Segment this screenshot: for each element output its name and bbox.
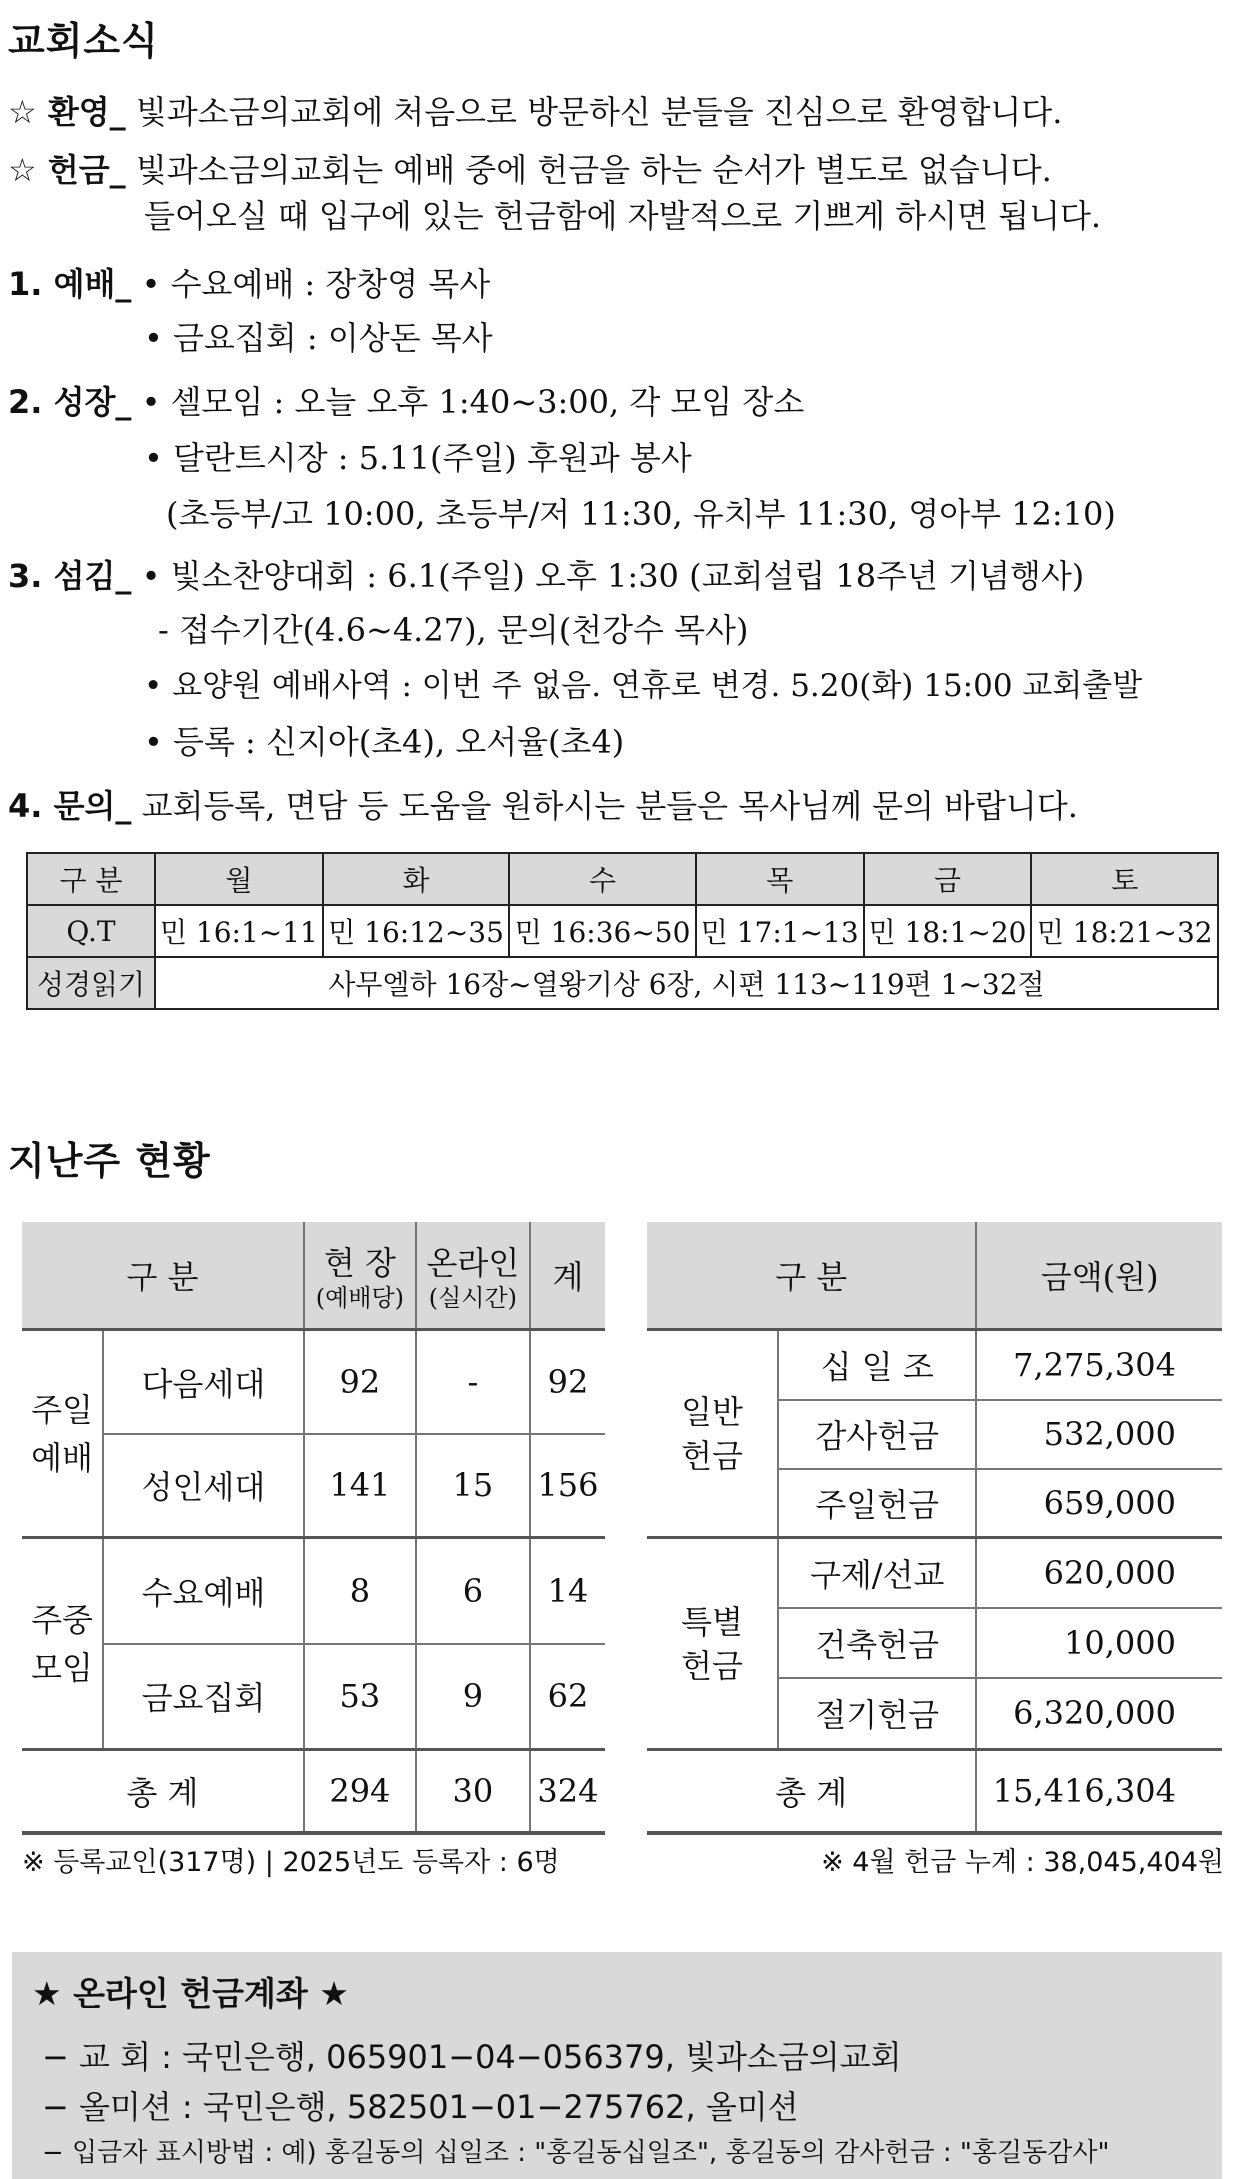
attendance-row-total: 14 <box>530 1538 605 1644</box>
offering-row-name: 구제/선교 <box>778 1538 976 1608</box>
attendance-row-onsite: 53 <box>304 1644 416 1750</box>
attendance-header-online <box>416 1222 530 1330</box>
qt-cell: 민 16:12~35 <box>323 905 510 957</box>
offering-row-amount: 6,320,000 <box>976 1678 1222 1750</box>
qt-row <box>27 905 1218 957</box>
offering-row-amount: 659,000 <box>976 1469 1222 1538</box>
serve-line <box>8 556 1084 596</box>
attendance-row-onsite: 141 <box>304 1434 416 1538</box>
attendance-total-row <box>22 1750 605 1834</box>
attendance-header-online-sub: (실시간) <box>428 1284 518 1312</box>
attendance-row-total: 92 <box>530 1330 605 1434</box>
offering-row-name: 주일헌금 <box>778 1469 976 1538</box>
offering-row <box>647 1330 1222 1400</box>
attendance-header-total: 계 <box>530 1222 605 1330</box>
qt-cell: 민 17:1~13 <box>696 905 864 957</box>
worship-item-1: • 수요예배 : 장창영 목사 <box>141 265 491 303</box>
qt-cell: 민 18:1~20 <box>864 905 1032 957</box>
offering-label: ☆ 헌금_ <box>8 151 126 189</box>
attendance-header-row <box>22 1222 605 1330</box>
attendance-header-category: 구 분 <box>22 1222 304 1330</box>
attendance-row-name: 다음세대 <box>103 1330 304 1434</box>
allmission-account-line: − 올미션 : 국민은행, 582501−01−275762, 올미션 <box>42 2088 799 2126</box>
offering-row-amount: 532,000 <box>976 1400 1222 1469</box>
online-account-box <box>12 1952 1222 2179</box>
offering-total-row <box>647 1750 1222 1834</box>
section-title-news: 교회소식 <box>8 19 159 63</box>
sunday-worship-label: 주일 예배 <box>22 1330 103 1538</box>
serve-item-2: • 요양원 예배사역 : 이번 주 없음. 연휴로 변경. 5.20(화) 15:00 교회출발 <box>144 668 1143 704</box>
welcome-line <box>8 92 1062 132</box>
attendance-header-onsite <box>304 1222 416 1330</box>
offering-row <box>647 1538 1222 1608</box>
attendance-header-onsite-sub: (예배당) <box>315 1284 405 1312</box>
attendance-row <box>22 1644 605 1750</box>
welcome-label: ☆ 환영_ <box>8 93 126 131</box>
inquiry-line <box>8 786 1078 826</box>
registration-note: ※ 등록교인(317명) | 2025년도 등록자 : 6명 <box>22 1847 560 1878</box>
offering-header-category: 구 분 <box>647 1222 976 1330</box>
qt-cell: 민 16:36~50 <box>509 905 696 957</box>
attendance-row-online: 6 <box>416 1538 530 1644</box>
attendance-row-onsite: 8 <box>304 1538 416 1644</box>
general-offering-label: 일반 헌금 <box>647 1330 778 1538</box>
offering-total-amount: 15,416,304 <box>976 1750 1222 1834</box>
serve-item-1: • 빛소찬양대회 : 6.1(주일) 오후 1:30 (교회설립 18주년 기념행사) <box>141 557 1085 595</box>
qt-header-cell: 화 <box>323 853 510 905</box>
qt-header-cell: 토 <box>1031 853 1218 905</box>
growth-item-2-sub: (초등부/고 10:00, 초등부/저 11:30, 유치부 11:30, 영아부 12:10) <box>166 495 1116 533</box>
attendance-total-sum: 324 <box>530 1750 605 1834</box>
offering-row-amount: 10,000 <box>976 1608 1222 1678</box>
offering-row-amount: 7,275,304 <box>976 1330 1222 1400</box>
special-offering-label: 특별 헌금 <box>647 1538 778 1750</box>
attendance-table <box>22 1222 605 1835</box>
offering-header-row <box>647 1222 1222 1330</box>
offering-table <box>647 1222 1222 1835</box>
monthly-offering-note: ※ 4월 헌금 누계 : 38,045,404원 <box>821 1847 1224 1878</box>
attendance-total-label: 총 계 <box>22 1750 304 1834</box>
serve-item-3: • 등록 : 신지아(초4), 오서율(초4) <box>144 723 625 761</box>
growth-line <box>8 382 804 422</box>
bible-reading-text: 사무엘하 16장~열왕기상 6장, 시편 113~119편 1~32절 <box>155 957 1218 1009</box>
depositor-format-line: − 입금자 표시방법 : 예) 홍길동의 십일조 : "홍길동십일조", 홍길동의 감사헌금 : "홍길동감사" <box>42 2138 1110 2168</box>
qt-header-cell: 수 <box>509 853 696 905</box>
serve-item-1-sub: - 접수기간(4.6~4.27), 문의(천강수 목사) <box>158 611 749 649</box>
attendance-total-onsite: 294 <box>304 1750 416 1834</box>
attendance-row-name: 금요집회 <box>103 1644 304 1750</box>
inquiry-label: 4. 문의_ <box>8 787 132 825</box>
offering-text-2: 들어오실 때 입구에 있는 헌금함에 자발적으로 기쁘게 하시면 됩니다. <box>144 197 1102 235</box>
qt-row-label: Q.T <box>27 905 155 957</box>
qt-header-cell: 월 <box>155 853 323 905</box>
offering-row-name: 절기헌금 <box>778 1678 976 1750</box>
attendance-row <box>22 1434 605 1538</box>
offering-row-name: 건축헌금 <box>778 1608 976 1678</box>
attendance-row-total: 62 <box>530 1644 605 1750</box>
qt-cell: 민 18:21~32 <box>1031 905 1218 957</box>
growth-item-2: • 달란트시장 : 5.11(주일) 후원과 봉사 <box>144 439 692 477</box>
church-account-line: − 교 회 : 국민은행, 065901−04−056379, 빛과소금의교회 <box>42 2038 902 2076</box>
midweek-meeting-label: 주중 모임 <box>22 1538 103 1750</box>
attendance-header-onsite-label: 현 장 <box>323 1244 396 1282</box>
attendance-header-online-label: 온라인 <box>426 1244 520 1282</box>
attendance-row <box>22 1538 605 1644</box>
attendance-row <box>22 1330 605 1434</box>
worship-label: 1. 예배_ <box>8 265 132 303</box>
offering-header-amount: 금액(원) <box>976 1222 1222 1330</box>
worship-line <box>8 264 490 304</box>
attendance-row-online: 9 <box>416 1644 530 1750</box>
attendance-row-onsite: 92 <box>304 1330 416 1434</box>
attendance-row-name: 성인세대 <box>103 1434 304 1538</box>
qt-header-cell: 금 <box>864 853 1032 905</box>
offering-row-name: 감사헌금 <box>778 1400 976 1469</box>
qt-header-cell: 목 <box>696 853 864 905</box>
attendance-row-online: - <box>416 1330 530 1434</box>
offering-row-name: 십 일 조 <box>778 1330 976 1400</box>
attendance-row-total: 156 <box>530 1434 605 1538</box>
offering-line <box>8 150 1052 190</box>
serve-label: 3. 섬김_ <box>8 557 132 595</box>
bible-reading-label: 성경읽기 <box>27 957 155 1009</box>
welcome-text: 빛과소금의교회에 처음으로 방문하신 분들을 진심으로 환영합니다. <box>135 93 1063 131</box>
attendance-row-name: 수요예배 <box>103 1538 304 1644</box>
growth-item-1: • 셀모임 : 오늘 오후 1:40~3:00, 각 모임 장소 <box>141 383 805 421</box>
offering-total-label: 총 계 <box>647 1750 976 1834</box>
growth-label: 2. 성장_ <box>8 383 132 421</box>
qt-schedule-table <box>26 852 1219 1010</box>
attendance-row-online: 15 <box>416 1434 530 1538</box>
qt-header-row <box>27 853 1218 905</box>
online-account-title: ★ 온라인 헌금계좌 ★ <box>32 1974 349 2013</box>
inquiry-text: 교회등록, 면담 등 도움을 원하시는 분들은 목사님께 문의 바랍니다. <box>141 787 1078 825</box>
attendance-total-online: 30 <box>416 1750 530 1834</box>
bible-reading-row <box>27 957 1218 1009</box>
offering-text-1: 빛과소금의교회는 예배 중에 헌금을 하는 순서가 별도로 없습니다. <box>135 151 1052 189</box>
offering-row-amount: 620,000 <box>976 1538 1222 1608</box>
qt-cell: 민 16:1~11 <box>155 905 323 957</box>
section-title-last-week: 지난주 현황 <box>8 1139 211 1183</box>
worship-item-2: • 금요집회 : 이상돈 목사 <box>144 319 493 357</box>
qt-header-cell: 구 분 <box>27 853 155 905</box>
